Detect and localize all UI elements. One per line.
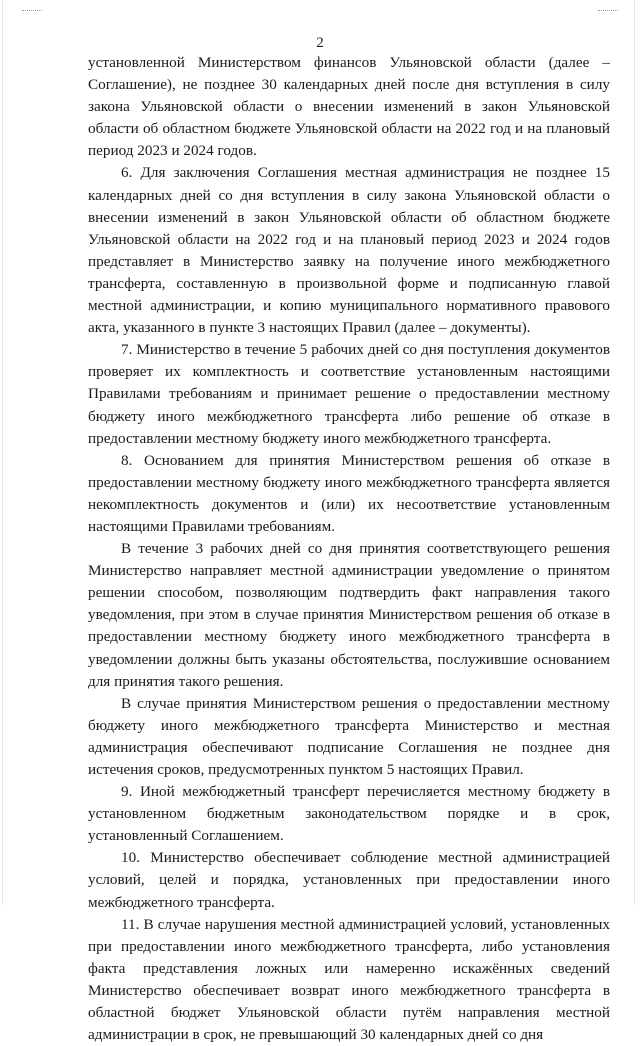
paragraph-item-8: 8. Основанием для принятия Министерством решения об отказе в предоставлении местному бюджету иного межбюджетного трансферта является некомплектность документов и (или) их несоответствие установленным настоящими Правилами требованиям. <box>88 451 610 535</box>
paragraph-item-11: 11. В случае нарушения местной администрацией условий, установленных при предоставлении иного межбюджетного трансферта, либо установления факта представления ложных или намеренно искажённых сведений Министерство обеспечивает возврат иного межбюджетного трансферта в областной бюджет Ульяновской области путём направления местной администрации в срок, не превышающий 30 календарных дней со дня <box>88 915 610 1044</box>
paragraph-item-10: 10. Министерство обеспечивает соблюдение местной администрацией условий, целей и порядка, установленных при предоставлении иного межбюджетного трансферта. <box>88 849 610 911</box>
scan-edge-left <box>2 0 3 905</box>
paragraph-item-9: 9. Иной межбюджетный трансферт перечисляется местному бюджету в установленном бюджетным законодательством порядке и в срок, установленный Соглашением. <box>88 783 610 845</box>
paragraph-agreement-signing: В случае принятия Министерством решения о предоставлении местному бюджету иного межбюджетного трансферта Министерство и местная администрация обеспечивают подписание Соглашения не позднее дня истечения сроков, предусмотренных пунктом 5 настоящих Правил. <box>88 694 610 778</box>
scan-edge-right <box>634 0 635 905</box>
paragraph-continuation: установленной Министерством финансов Ульяновской области (далее – Соглашение), не позднее 30 календарных дней после дня вступления в силу закона Ульяновской области о внесении изменений в закон Ульяновской области об областном бюджете Ульяновской области на 2022 год и на плановый период 2023 и 2024 годов. <box>88 54 610 160</box>
paragraph-notification: В течение 3 рабочих дней со дня принятия соответствующего решения Министерство направляет местной администрации уведомление о принятом решении способом, позволяющим подтвердить факт направления такого уведомления, при этом в случае принятия Министерством решения об отказе в предоставлении местному бюджету иного межбюджетного трансферта в уведомлении должны быть указаны обстоятельства, послужившие основанием для принятия такого решения. <box>88 540 610 690</box>
document-body <box>88 52 610 1046</box>
paragraph-item-7: 7. Министерство в течение 5 рабочих дней со дня поступления документов проверяет их комплектность и соответствие установленным настоящими Правилами требованиям и принимает решение о предоставлении местному бюджету иного межбюджетного трансферта либо решение об отказе в предоставлении местному бюджету иного межбюджетного трансферта. <box>88 341 610 447</box>
scan-mark-left <box>22 10 42 11</box>
paragraph-item-6: 6. Для заключения Соглашения местная администрация не позднее 15 календарных дней со дня вступления в силу закона Ульяновской области о внесении изменений в закон Ульяновской области об областном бюджете Ульяновской области на 2022 год и на плановый период 2023 и 2024 годов представляет в Министерство заявку на получение иного межбюджетного трансферта, составленную в произвольной форме и подписанную главой местной администрации, и копию муниципального нормативного правового акта, указанного в пункте 3 настоящих Правил (далее – документы). <box>88 164 610 337</box>
scan-mark-right <box>598 10 618 11</box>
page-number: 2 <box>316 35 324 51</box>
